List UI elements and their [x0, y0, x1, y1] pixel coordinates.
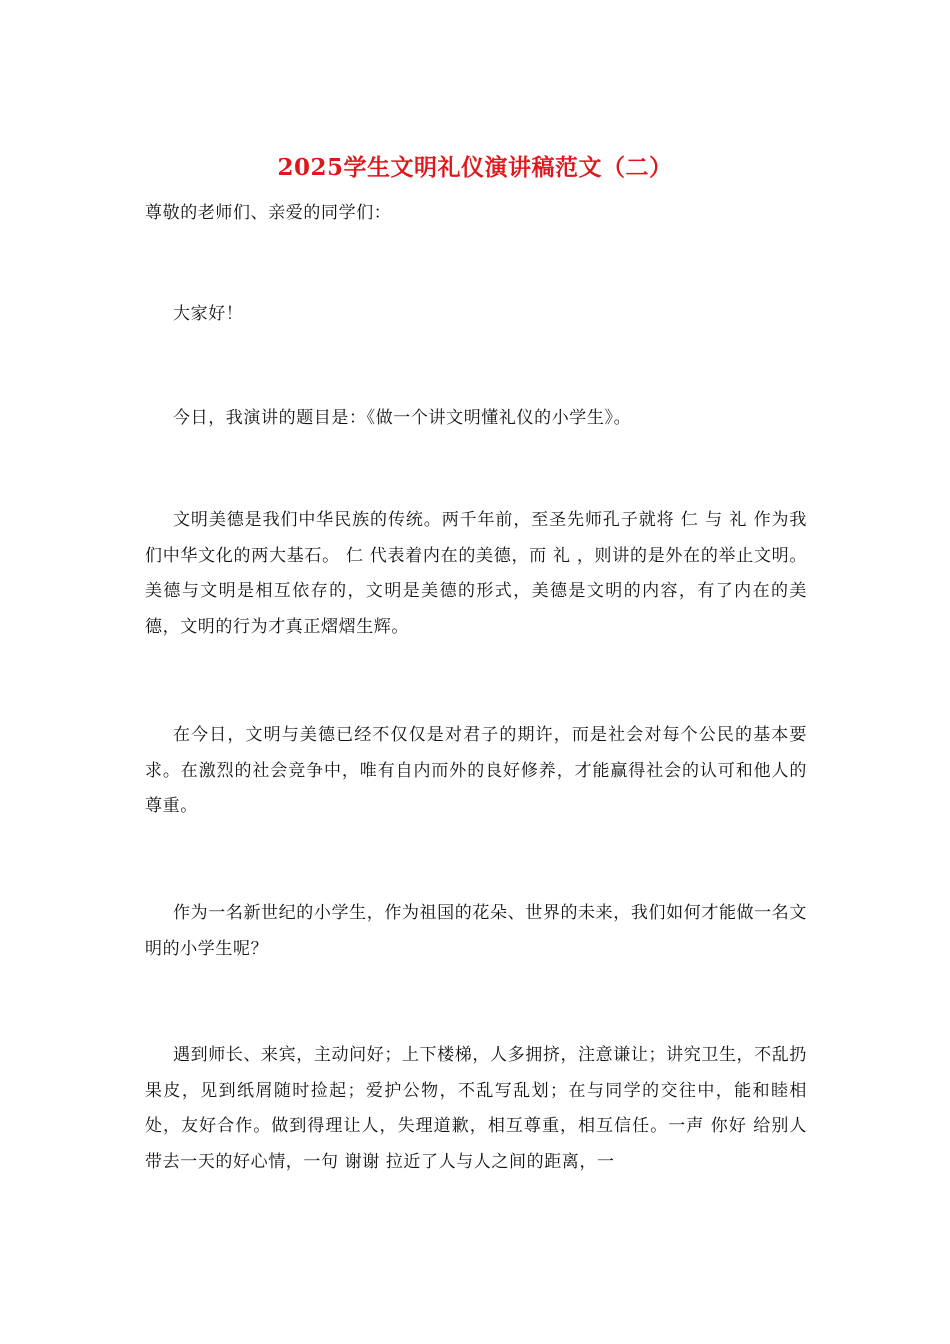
greeting: 大家好！ [173, 304, 244, 324]
paragraph-today: 在今日，文明与美德已经不仅仅是对君子的期许，而是社会对每个公民的基本要求。在激烈的社会竞争中，唯有自内而外的良好修养，才能赢得社会的认可和他人的尊重。 [145, 725, 807, 816]
paragraph-topic: 今日，我演讲的题目是：《做一个讲文明懂礼仪的小学生》。 [173, 408, 632, 428]
paragraph-question: 作为一名新世纪的小学生，作为祖国的花朵、世界的未来，我们如何才能做一名文明的小学生呢？ [145, 903, 807, 959]
salutation: 尊敬的老师们、亲爱的同学们： [145, 203, 392, 223]
document-title: 2025学生文明礼仪演讲稿范文（二） [277, 154, 673, 181]
paragraph-virtue: 文明美德是我们中华民族的传统。两千年前，至圣先师孔子就将 仁 与 礼 作为我们中华文化的两大基石。 仁 代表着内在的美德，而 礼 ，则讲的是外在的举止文明。美德与文明是相互依存的，文明是美德的形式，美德是文明的内容，有了内在的美德，文明的行为才真正熠熠生辉。 [145, 510, 807, 637]
paragraph-behavior: 遇到师长、来宾，主动问好；上下楼梯，人多拥挤，注意谦让；讲究卫生，不乱扔果皮，见到纸屑随时捡起；爱护公物，不乱写乱划；在与同学的交往中，能和睦相处，友好合作。做到得理让人，失理道歉，相互尊重，相互信任。一声 你好 给别人带去一天的好心情，一句 谢谢 拉近了人与人之间的距离，一 [145, 1045, 807, 1172]
